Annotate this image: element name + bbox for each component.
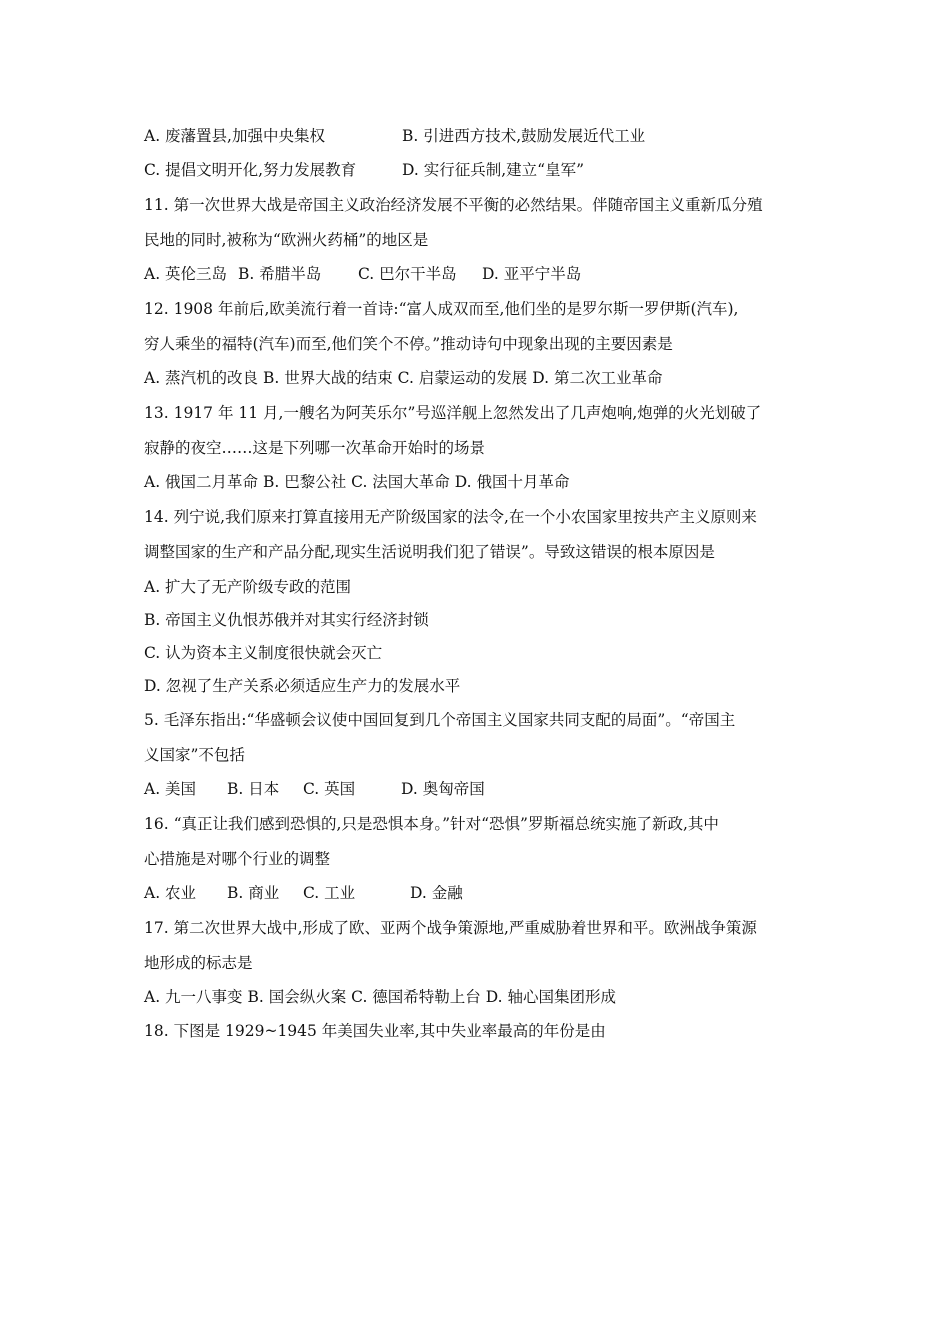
q16-option-b: B. 商业: [227, 884, 280, 902]
q14-stem-line-2: 调整国家的生产和产品分配,现实生活说明我们犯了错误”。导致这错误的根本原因是: [144, 543, 715, 561]
q15-option-c: C. 英国: [303, 780, 356, 798]
q10-option-c: C. 提倡文明开化,努力发展教育: [144, 161, 357, 179]
q11-stem-line-2: 民地的同时,被称为“欧洲火药桶”的地区是: [144, 231, 429, 249]
q14-stem-line-1: 14. 列宁说,我们原来打算直接用无产阶级国家的法令,在一个小农国家里按共产主义原则来: [144, 508, 757, 526]
q15-option-d: D. 奥匈帝国: [401, 780, 485, 798]
q13-stem-line-2: 寂静的夜空……这是下列哪一次革命开始时的场景: [144, 439, 486, 457]
q16-options: [144, 883, 463, 903]
q16-option-c: C. 工业: [303, 884, 356, 902]
q10-option-a: A. 废藩置县,加强中央集权: [144, 127, 325, 145]
q11-option-a: A. 英伦三岛: [144, 265, 228, 283]
q10-options-row-2: [144, 160, 584, 180]
q18-stem-line-1: 18. 下图是 1929~1945 年美国失业率,其中失业率最高的年份是由: [144, 1022, 606, 1040]
q11-option-d: D. 亚平宁半岛: [482, 265, 582, 283]
q16-option-a: A. 农业: [144, 884, 197, 902]
q12-options: A. 蒸汽机的改良 B. 世界大战的结束 C. 启蒙运动的发展 D. 第二次工业革命: [144, 369, 663, 387]
q15-option-a: A. 美国: [144, 780, 197, 798]
q13-options: A. 俄国二月革命 B. 巴黎公社 C. 法国大革命 D. 俄国十月革命: [144, 473, 570, 491]
q16-stem-line-2: 心措施是对哪个行业的调整: [144, 850, 331, 868]
q10-options-row-1: [144, 126, 645, 146]
q15-options: [144, 779, 485, 799]
q11-option-b: B. 希腊半岛: [238, 265, 322, 283]
q14-option-b: B. 帝国主义仇恨苏俄并对其实行经济封锁: [144, 611, 429, 629]
q14-option-a: A. 扩大了无产阶级专政的范围: [144, 578, 352, 596]
q17-stem-line-1: 17. 第二次世界大战中,形成了欧、亚两个战争策源地,严重威胁着世界和平。欧洲战争策源: [144, 919, 757, 937]
q15-option-b: B. 日本: [227, 780, 280, 798]
q12-stem-line-1: 12. 1908 年前后,欧美流行着一首诗:“富人成双而至,他们坐的是罗尔斯一罗伊斯(汽车),: [144, 300, 739, 318]
q14-option-d: D. 忽视了生产关系必须适应生产力的发展水平: [144, 677, 461, 695]
q10-option-b: B. 引进西方技术,鼓励发展近代工业: [402, 127, 646, 145]
q11-option-c: C. 巴尔干半岛: [358, 265, 457, 283]
q11-stem-line-1: 11. 第一次世界大战是帝国主义政治经济发展不平衡的必然结果。伴随帝国主义重新瓜分殖: [144, 196, 763, 214]
q13-stem-line-1: 13. 1917 年 11 月,一艘名为阿芙乐尔”号巡洋舰上忽然发出了几声炮响,炮弹的火光划破了: [144, 404, 762, 422]
q17-options: A. 九一八事变 B. 国会纵火案 C. 德国希特勒上台 D. 轴心国集团形成: [144, 988, 616, 1006]
q16-option-d: D. 金融: [410, 884, 463, 902]
q14-option-c: C. 认为资本主义制度很快就会灭亡: [144, 644, 383, 662]
q17-stem-line-2: 地形成的标志是: [144, 954, 253, 972]
q10-option-d: D. 实行征兵制,建立“皇军”: [402, 161, 585, 179]
q11-options: [144, 264, 581, 284]
q16-stem-line-1: 16. “真正让我们感到恐惧的,只是恐惧本身。”针对“恐惧”罗斯福总统实施了新政,其中: [144, 815, 719, 833]
q15-stem-line-1: 5. 毛泽东指出:“华盛顿会议使中国回复到几个帝国主义国家共同支配的局面”。“帝国主: [144, 711, 736, 729]
q12-stem-line-2: 穷人乘坐的福特(汽车)而至,他们笑个不停。”推动诗句中现象出现的主要因素是: [144, 335, 673, 353]
q15-stem-line-2: 义国家”不包括: [144, 746, 245, 764]
